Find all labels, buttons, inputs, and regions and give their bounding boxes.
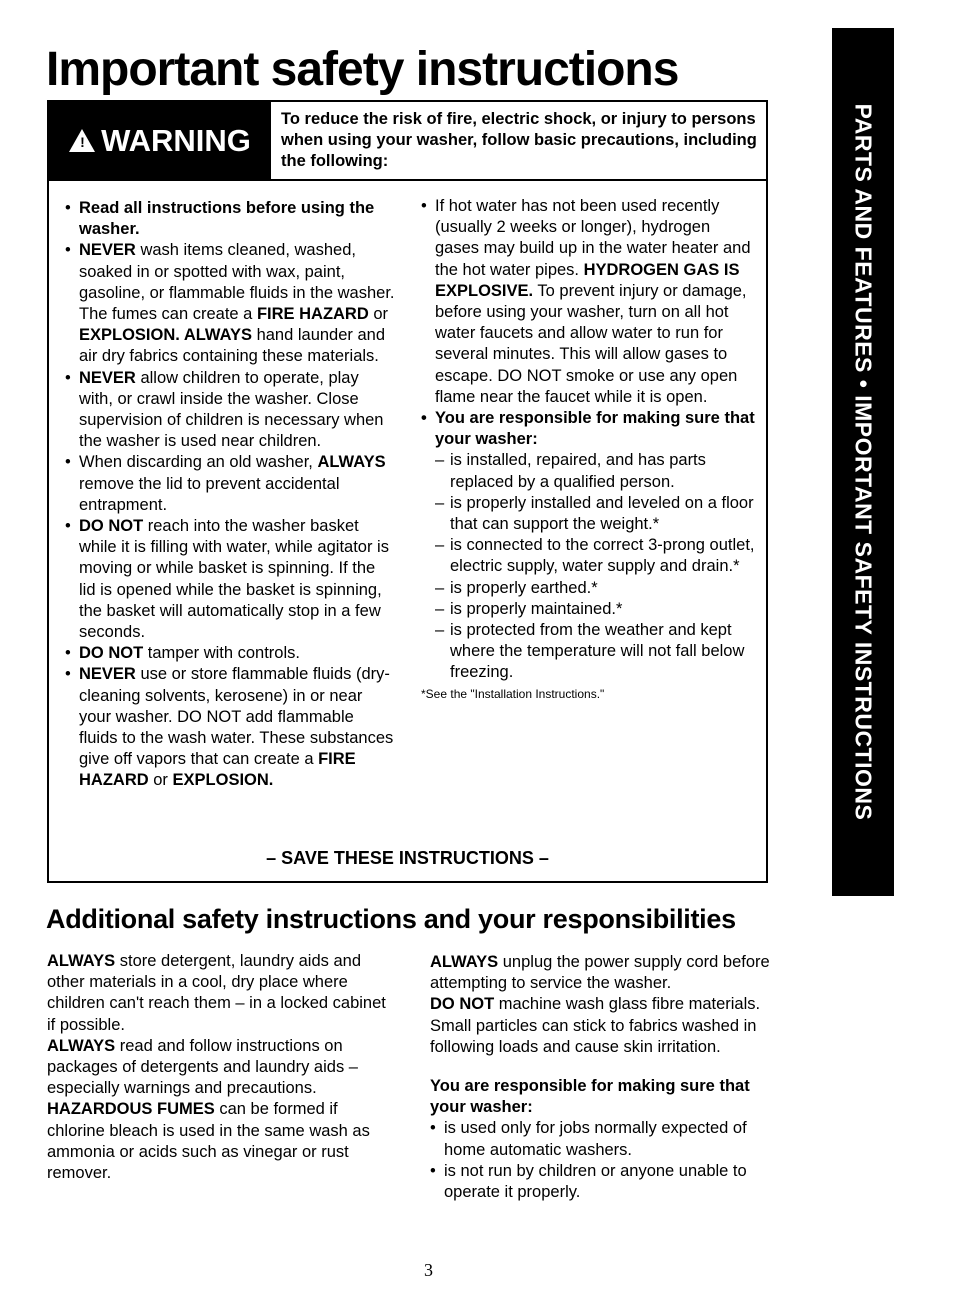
- list-item: – is properly installed and leveled on a floor that can support the weight.*: [435, 493, 755, 535]
- side-tab-label: PARTS AND FEATURES • IMPORTANT SAFETY INSTRUCTIONS: [850, 103, 877, 821]
- list-item: • DO NOT reach into the washer basket while it is filling with water, while agitator is moving or while basket is spinning. If the lid is opened while the basket is spinning, the basket will automatically stop in a few seconds.: [65, 516, 395, 643]
- warning-right-column: [421, 196, 755, 705]
- list-item: • is not run by children or anyone unable to operate it properly.: [430, 1161, 772, 1203]
- list-item: • NEVER use or store flammable fluids (dry-cleaning solvents, kerosene) in or near your washer. DO NOT add flammable fluids to the wash water. These substances give off vapors that can create a FIRE HAZARD or EXPLOSION.: [65, 664, 395, 791]
- paragraph: DO NOT machine wash glass fibre materials. Small particles can stick to fabrics washed in following loads and cause skin irritation.: [430, 995, 761, 1056]
- page-number: 3: [424, 1260, 433, 1280]
- warning-triangle-icon: !: [69, 129, 95, 152]
- warning-box: [47, 100, 768, 883]
- list-item: • NEVER wash items cleaned, washed, soaked in or spotted with wax, paint, gasoline, or flammable fluids in the washer. The fumes can create a FIRE HAZARD or EXPLOSION. ALWAYS hand launder and air dry fabrics containing these materials.: [65, 240, 395, 367]
- list-item: • Read all instructions before using the washer.: [65, 198, 395, 240]
- list-item: • If hot water has not been used recently (usually 2 weeks or longer), hydrogen gases may build up in the water heater and the hot water pipes. HYDROGEN GAS IS EXPLOSIVE. To prevent injury or damage, before using your washer, turn on all hot water faucets and allow water to run for several minutes. This will allow gases to escape. DO NOT smoke or use any open flame near the faucet while it is open.: [421, 196, 755, 408]
- list-item: • DO NOT tamper with controls.: [65, 643, 395, 664]
- paragraph: ALWAYS unplug the power supply cord before attempting to service the washer.: [430, 953, 770, 993]
- list-item: • is used only for jobs normally expected of home automatic washers.: [430, 1118, 772, 1160]
- list-item: – is protected from the weather and kept where the temperature will not fall below freezing.: [435, 620, 755, 684]
- list-item: • You are responsible for making sure that your washer:: [421, 408, 755, 450]
- list-item: • When discarding an old washer, ALWAYS remove the lid to prevent accidental entrapment.: [65, 452, 395, 516]
- list-item: – is connected to the correct 3-prong outlet, electric supply, water supply and drain.*: [435, 535, 755, 577]
- warning-label: [49, 102, 271, 179]
- list-item: – is properly earthed.*: [435, 578, 755, 599]
- section-heading: Additional safety instructions and your responsibilities: [46, 904, 736, 934]
- save-instructions: – SAVE THESE INSTRUCTIONS –: [266, 848, 549, 868]
- additional-right-column: [430, 952, 772, 1203]
- paragraph: ALWAYS read and follow instructions on packages of detergents and laundry aids – especially warnings and precautions.: [47, 1036, 358, 1098]
- list-item: – is properly maintained.*: [435, 599, 755, 620]
- paragraph: ALWAYS store detergent, laundry aids and other materials in a cool, dry place where children can't reach them – in a locked cabinet if possible.: [47, 952, 386, 1034]
- warning-intro: To reduce the risk of fire, electric shock, or injury to persons when using your washer, follow basic precautions, including the following:: [281, 110, 757, 170]
- additional-left-column: [47, 951, 387, 1184]
- paragraph: HAZARDOUS FUMES can be formed if chlorine bleach is used in the same wash as ammonia or acids such as vinegar or rust remover.: [47, 1100, 370, 1183]
- warning-label-text: WARNING: [101, 122, 251, 158]
- section-side-tab: [832, 28, 894, 896]
- warning-left-column: [65, 198, 395, 792]
- page-title: Important safety instructions: [46, 43, 679, 96]
- list-item: – is installed, repaired, and has parts replaced by a qualified person.: [435, 450, 755, 492]
- responsible-heading: You are responsible for making sure that your washer:: [430, 1077, 750, 1117]
- warning-header: [49, 102, 766, 181]
- list-item: • NEVER allow children to operate, play with, or crawl inside the washer. Close supervision of children is necessary when the washer is used near children.: [65, 368, 395, 453]
- footnote: *See the "Installation Instructions.": [421, 686, 605, 701]
